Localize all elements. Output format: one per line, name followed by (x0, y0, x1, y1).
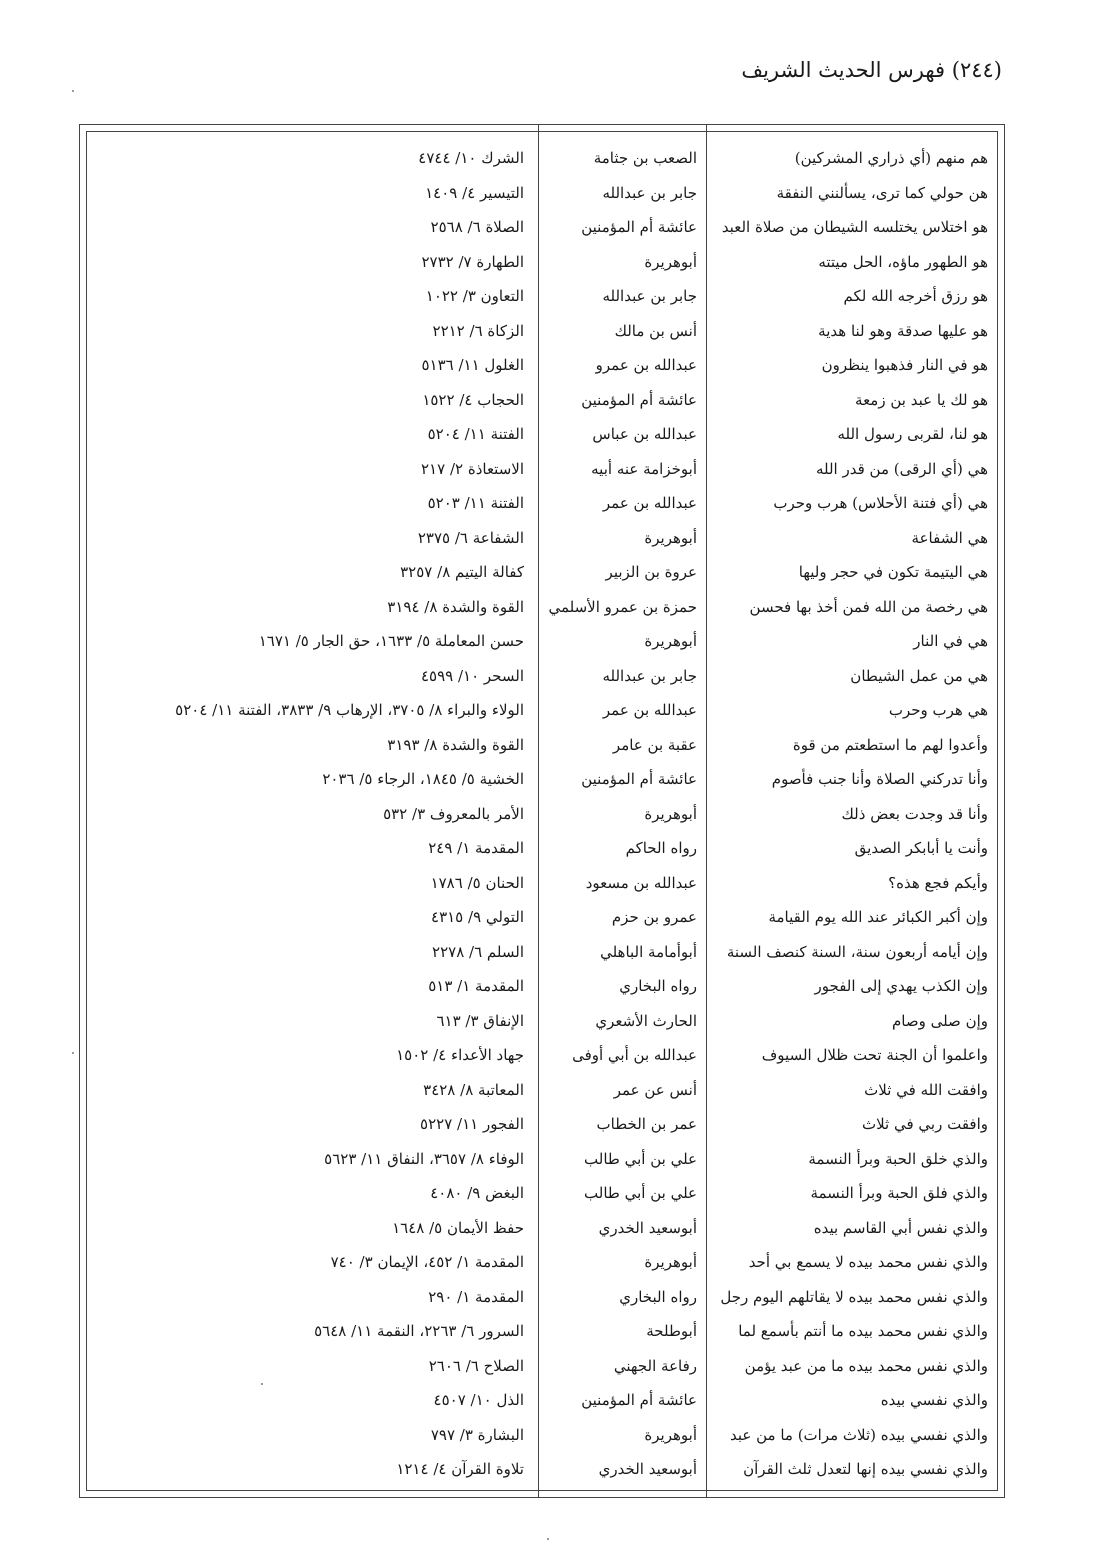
reference: الاستعاذة ٢/ ٢١٧ (421, 459, 524, 478)
table-row (80, 486, 1004, 521)
reference: الولاء والبراء ٨/ ٣٧٠٥، الإرهاب ٩/ ٣٨٣٣، الفتنة ١١/ ٥٢٠٤ (175, 701, 524, 719)
table-row (80, 900, 1004, 935)
table-row (80, 417, 1004, 452)
table-row (80, 1038, 1004, 1073)
reference: حسن المعاملة ٥/ ١٦٣٣، حق الجار ٥/ ١٦٧١ (258, 632, 524, 650)
reference: السلم ٦/ ٢٢٧٨ (432, 942, 524, 961)
narrator: عائشة أم المؤمنين (581, 770, 697, 788)
reference: الصلاح ٦/ ٢٦٠٦ (428, 1356, 524, 1375)
table-row (80, 797, 1004, 832)
scan-speck (261, 1383, 263, 1385)
reference: التيسير ٤/ ١٤٠٩ (425, 183, 524, 202)
reference: التعاون ٣/ ١٠٢٢ (425, 287, 524, 305)
hadith-text: هو لك يا عبد بن زمعة (855, 390, 988, 409)
narrator: عبدالله بن عمر (602, 494, 697, 512)
narrator: عبدالله بن عمرو (595, 356, 697, 374)
reference: تلاوة القرآن ٤/ ١٢١٤ (396, 1460, 524, 1478)
narrator: جابر بن عبدالله (602, 183, 697, 202)
hadith-text: وأيكم فجع هذه؟ (888, 873, 988, 892)
table-row (80, 1107, 1004, 1142)
table-row (80, 1383, 1004, 1418)
table-row (80, 624, 1004, 659)
hadith-text: والذي نفس محمد بيده لا يقاتلهم اليوم رجل (720, 1287, 988, 1306)
narrator: أبوهريرة (644, 1425, 697, 1444)
narrator: الحارث الأشعري (595, 1011, 697, 1030)
hadith-text: هي اليتيمة تكون في حجر وليها (798, 563, 988, 581)
hadith-text: هي في النار (913, 632, 988, 650)
hadith-text: والذي نفس محمد بيده لا يسمع بي أحد (748, 1253, 988, 1271)
narrator: أبوهريرة (644, 252, 697, 271)
table-row (80, 555, 1004, 590)
reference: المقدمة ١/ ٤٥٢، الإيمان ٣/ ٧٤٠ (330, 1253, 524, 1271)
reference: الشفاعة ٦/ ٢٣٧٥ (417, 528, 524, 547)
narrator: أبوسعيد الخدري (598, 1460, 697, 1478)
table-row (80, 693, 1004, 728)
narrator: علي بن أبي طالب (584, 1149, 697, 1168)
narrator: عبدالله بن عمر (602, 701, 697, 719)
hadith-text: هو اختلاس يختلسه الشيطان من صلاة العبد (721, 218, 988, 236)
narrator: أنس عن عمر (613, 1080, 697, 1099)
narrator: رواه البخاري (619, 1287, 697, 1306)
table-row (80, 521, 1004, 556)
hadith-text: هي (أي فتنة الأحلاس) هرب وحرب (773, 494, 988, 512)
reference: الإنفاق ٣/ ٦١٣ (436, 1011, 524, 1030)
table-row (80, 1073, 1004, 1108)
hadith-text: هو عليها صدقة وهو لنا هدية (818, 321, 988, 340)
reference: الوفاء ٨/ ٣٦٥٧، النفاق ١١/ ٥٦٢٣ (324, 1149, 524, 1168)
narrator: أبوهريرة (644, 1253, 697, 1271)
hadith-text: والذي نفسي بيده (880, 1391, 988, 1409)
narrator: عروة بن الزبير (605, 563, 697, 581)
table-row (80, 348, 1004, 383)
narrator: عبدالله بن أبي أوفى (572, 1046, 697, 1064)
reference: الفتنة ١١/ ٥٢٠٤ (427, 425, 524, 443)
hadith-text: والذي نفس محمد بيده ما من عبد يؤمن (744, 1356, 988, 1375)
page-number: (٢٤٤) (951, 58, 1002, 82)
table-row (80, 245, 1004, 280)
reference: الفتنة ١١/ ٥٢٠٣ (427, 494, 524, 512)
table-row (80, 452, 1004, 487)
reference: البغض ٩/ ٤٠٨٠ (430, 1184, 524, 1202)
reference: جهاد الأعداء ٤/ ١٥٠٢ (396, 1046, 524, 1064)
narrator: جابر بن عبدالله (602, 666, 697, 685)
hadith-text: هي من عمل الشيطان (850, 666, 988, 685)
reference: الأمر بالمعروف ٣/ ٥٣٢ (383, 804, 524, 823)
table-row (80, 314, 1004, 349)
scan-speck (72, 90, 74, 92)
narrator: أبوهريرة (644, 528, 697, 547)
narrator: عقبة بن عامر (612, 735, 697, 754)
reference: الشرك ١٠/ ٤٧٤٤ (418, 149, 524, 167)
narrator: عمر بن الخطاب (596, 1115, 697, 1133)
reference: الفجور ١١/ ٥٢٢٧ (420, 1115, 524, 1133)
table-row (80, 762, 1004, 797)
hadith-text: هم منهم (أي ذراري المشركين) (794, 149, 988, 167)
hadith-text: والذي نفس محمد بيده ما أنتم بأسمع لما (738, 1322, 988, 1340)
reference: كفالة اليتيم ٨/ ٣٢٥٧ (400, 563, 524, 581)
hadith-text: هو رزق أخرجه الله لكم (843, 287, 988, 305)
hadith-index-rows (80, 141, 1004, 1487)
hadith-text: هي الشفاعة (911, 528, 988, 547)
reference: الزكاة ٦/ ٢٢١٢ (432, 321, 524, 340)
table-row (80, 935, 1004, 970)
table-row (80, 831, 1004, 866)
reference: الخشية ٥/ ١٨٤٥، الرجاء ٥/ ٢٠٣٦ (322, 770, 524, 788)
reference: الطهارة ٧/ ٢٧٣٢ (421, 252, 524, 271)
table-row (80, 1280, 1004, 1315)
table-row (80, 1176, 1004, 1211)
hadith-text: والذي نفس أبي القاسم بيده (813, 1218, 988, 1237)
table-row (80, 590, 1004, 625)
reference: الغلول ١١/ ٥١٣٦ (421, 356, 524, 374)
reference: المقدمة ١/ ٥١٣ (428, 977, 524, 995)
table-row (80, 728, 1004, 763)
scan-speck (72, 1052, 74, 1054)
reference: المعاتبة ٨/ ٣٤٢٨ (423, 1080, 524, 1099)
narrator: حمزة بن عمرو الأسلمي (548, 597, 697, 616)
reference: الصلاة ٦/ ٢٥٦٨ (430, 218, 524, 236)
table-row (80, 176, 1004, 211)
table-row (80, 210, 1004, 245)
reference: القوة والشدة ٨/ ٣١٩٤ (387, 597, 524, 616)
reference: التولي ٩/ ٤٣١٥ (431, 908, 524, 926)
hadith-text: هو الطهور ماؤه، الحل ميتته (818, 252, 988, 271)
table-row (80, 1452, 1004, 1487)
narrator: أبوأمامة الباهلي (600, 942, 697, 961)
hadith-text: هي (أي الرقى) من قدر الله (815, 459, 988, 478)
narrator: عائشة أم المؤمنين (581, 1391, 697, 1409)
narrator: أبوهريرة (644, 632, 697, 650)
hadith-text: هن حولي كما ترى، يسألنني النفقة (776, 183, 988, 202)
table-row (80, 1211, 1004, 1246)
narrator: رواه البخاري (619, 977, 697, 995)
table-row (80, 1245, 1004, 1280)
narrator: أبوخزامة عنه أبيه (591, 459, 697, 478)
reference: الحنان ٥/ ١٧٨٦ (430, 873, 524, 892)
hadith-text: واعلموا أن الجنة تحت ظلال السيوف (761, 1046, 988, 1064)
table-row (80, 141, 1004, 176)
hadith-text: وإن الكذب يهدي إلى الفجور (814, 977, 988, 995)
narrator: عائشة أم المؤمنين (581, 218, 697, 236)
reference: الحجاب ٤/ ١٥٢٢ (422, 390, 524, 409)
hadith-text: والذي خلق الحبة وبرأ النسمة (808, 1149, 988, 1168)
scan-speck (547, 1538, 549, 1540)
reference: الذل ١٠/ ٤٥٠٧ (433, 1391, 524, 1409)
page-header (741, 58, 1002, 82)
reference: المقدمة ١/ ٢٤٩ (428, 839, 524, 857)
table-row (80, 969, 1004, 1004)
narrator: أنس بن مالك (614, 321, 697, 340)
hadith-text: وإن أيامه أربعون سنة، السنة كنصف السنة (726, 942, 988, 961)
hadith-text: وافقت الله في ثلاث (864, 1080, 988, 1099)
reference: السرور ٦/ ٢٢٦٣، النقمة ١١/ ٥٦٤٨ (314, 1322, 524, 1340)
narrator: عائشة أم المؤمنين (581, 390, 697, 409)
table-row (80, 1418, 1004, 1453)
reference: حفظ الأيمان ٥/ ١٦٤٨ (392, 1218, 524, 1237)
page-title: فهرس الحديث الشريف (741, 58, 946, 82)
reference: المقدمة ١/ ٢٩٠ (428, 1287, 524, 1306)
table-row (80, 1349, 1004, 1384)
hadith-text: وأنت يا أبابكر الصديق (854, 839, 988, 857)
narrator: عبدالله بن مسعود (585, 873, 697, 892)
reference: البشارة ٣/ ٧٩٧ (430, 1425, 524, 1444)
hadith-text: والذي نفسي بيده إنها لتعدل ثلث القرآن (743, 1460, 988, 1478)
hadith-text: هي هرب وحرب (888, 701, 988, 719)
hadith-text: هو في النار فذهبوا ينظرون (821, 356, 988, 374)
narrator: أبوطلحة (646, 1322, 697, 1340)
narrator: رواه الحاكم (625, 839, 697, 857)
hadith-text: والذي فلق الحبة وبرأ النسمة (810, 1184, 988, 1202)
narrator: علي بن أبي طالب (584, 1184, 697, 1202)
table-row (80, 659, 1004, 694)
reference: السحر ١٠/ ٤٥٩٩ (420, 666, 524, 685)
table-row (80, 279, 1004, 314)
hadith-text: هو لنا، لقربى رسول الله (837, 425, 988, 443)
table-row (80, 1314, 1004, 1349)
hadith-text: وإن صلى وصام (891, 1011, 988, 1030)
hadith-text: وأنا تدركني الصلاة وأنا جنب فأصوم (771, 770, 988, 788)
hadith-text: وأعدوا لهم ما استطعتم من قوة (792, 735, 988, 754)
hadith-text: والذي نفسي بيده (ثلاث مرات) ما من عبد (729, 1425, 988, 1444)
narrator: جابر بن عبدالله (602, 287, 697, 305)
table-row (80, 1004, 1004, 1039)
narrator: الصعب بن جثامة (593, 149, 697, 167)
hadith-text: وإن أكبر الكبائر عند الله يوم القيامة (768, 908, 988, 926)
narrator: رفاعة الجهني (613, 1356, 697, 1375)
narrator: أبوسعيد الخدري (598, 1218, 697, 1237)
hadith-text: وأنا قد وجدت بعض ذلك (841, 804, 988, 823)
table-row (80, 1142, 1004, 1177)
narrator: أبوهريرة (644, 804, 697, 823)
narrator: عبدالله بن عباس (592, 425, 697, 443)
hadith-text: وافقت ربي في ثلاث (861, 1115, 988, 1133)
reference: القوة والشدة ٨/ ٣١٩٣ (387, 735, 524, 754)
hadith-text: هي رخصة من الله فمن أخذ بها فحسن (749, 597, 988, 616)
table-row (80, 866, 1004, 901)
narrator: عمرو بن حزم (611, 908, 697, 926)
table-row (80, 383, 1004, 418)
